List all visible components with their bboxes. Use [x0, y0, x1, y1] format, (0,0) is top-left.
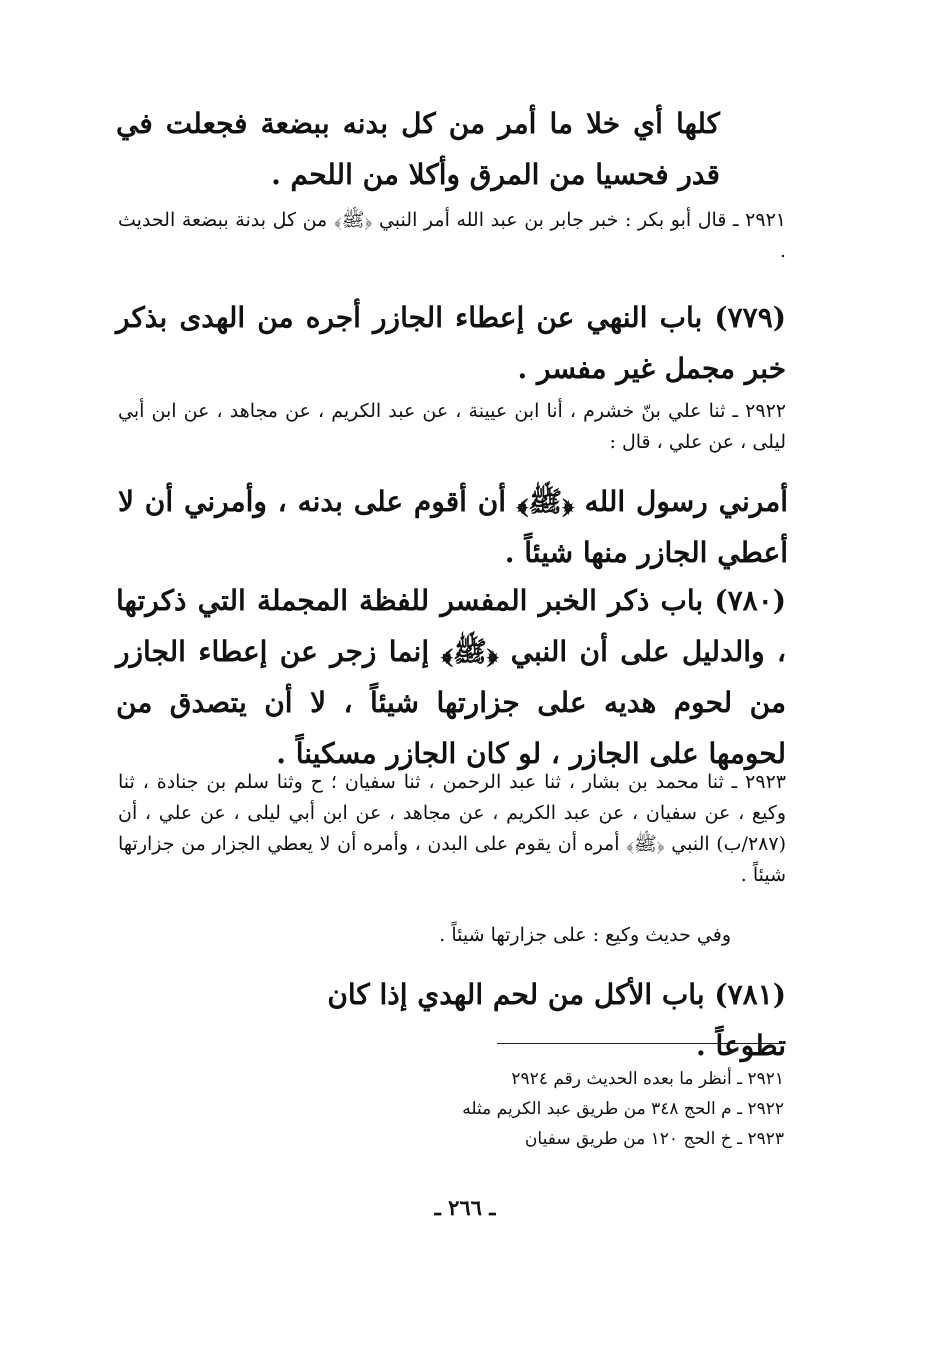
footnote: ٢٩٢٢ ـ م الحج ٣٤٨ من طريق عبد الكريم مثله: [462, 1099, 784, 1119]
footnote: ٢٩٢٣ ـ خ الحج ١٢٠ من طريق سفيان: [524, 1129, 784, 1149]
hadith-2923: ٢٩٢٣ ـ ثنا محمد بن بشار ، ثنا عبد الرحمن ، ثنا سفيان ؛ ح وثنا سلم بن جنادة ، ثنا وكيع ، عن سفيان ، عن عبد الكريم ، عن مجاهد ، عن ابن أبي ليلى ، عن علي ، أن (٢٨٧/ب) النبي ﴿ﷺ﴾ أمره أن يقوم على البدن ، وأمره أن لا يعطي الجزار من جزارتها شيئاً .: [118, 771, 786, 886]
waki-variant-note: وفي حديث وكيع : على جزارتها شيئاً .: [439, 924, 731, 946]
hadith-2922-matn: أمرني رسول الله ﴿ﷺ﴾ أن أقوم على بدنه ، وأمرني أن لا أعطي الجازر منها شيئاً .: [118, 485, 788, 569]
chapter-heading-781: (٧٨١) باب الأكل من لحم الهدي إذا كان تطوعاً .: [327, 978, 786, 1062]
footnote: ٢٩٢١ ـ أنظر ما بعده الحديث رقم ٢٩٢٤: [511, 1069, 784, 1089]
footnote-divider: [497, 1043, 783, 1044]
paragraph-continuation: كلها أي خلا ما أمر من كل بدنه ببضعة فجعلت في قدر فحسيا من المرق وأكلا من اللحم .: [116, 107, 720, 191]
page-number: ـ ٢٦٦ ـ: [434, 1195, 496, 1220]
chapter-heading-780: (٧٨٠) باب ذكر الخبر المفسر للفظة المجملة التي ذكرتها ، والدليل على أن النبي ﴿ﷺ﴾ إنما زجر عن إعطاء الجازر من لحوم هديه على جزارتها شيئاً ، لا أن يتصدق من لحومها على الجازر ، لو كان الجازر مسكيناً .: [116, 584, 786, 770]
hadith-2921: ٢٩٢١ ـ قال أبو بكر : خبر جابر بن عبد الله أمر النبي ﴿ﷺ﴾ من كل بدنة ببضعة الحديث .: [118, 209, 786, 262]
hadith-2922-isnad: ٢٩٢٢ ـ ثنا علي بنّ خشرم ، أنا ابن عيينة ، عن عبد الكريم ، عن مجاهد ، عن ابن أبي ليلى ، عن علي ، قال :: [118, 400, 786, 453]
chapter-heading-779: (٧٧٩) باب النهي عن إعطاء الجازر أجره من الهدى بذكر خبر مجمل غير مفسر .: [116, 301, 786, 385]
